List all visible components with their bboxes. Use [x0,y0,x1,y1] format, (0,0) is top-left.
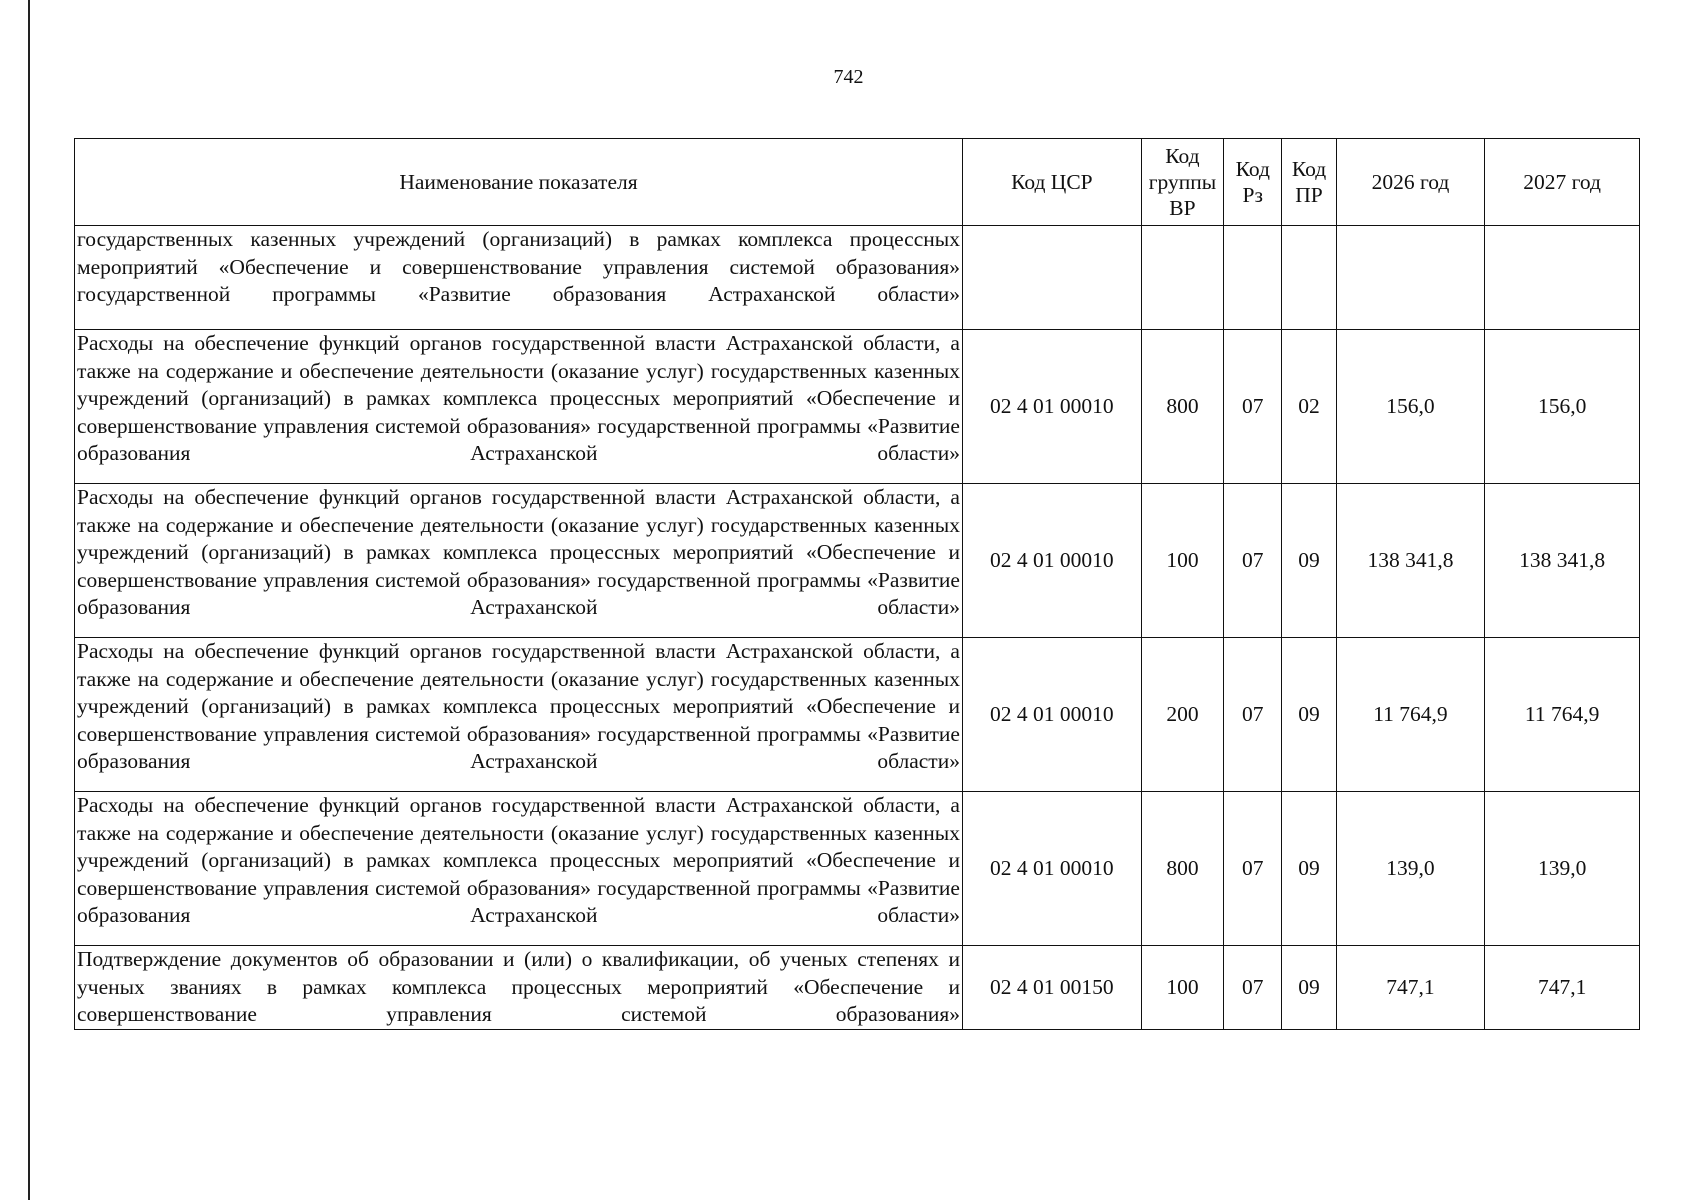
row-name-text: Расходы на обеспечение функций органов государственной власти Астраханской области, а также на содержание и обеспечение деятельности (оказание услуг) государственных казенных учреждений (организаций) в рамках комплекса процессных мероприятий «Обеспечение и совершенствование управления системой образования» государственной программы «Развитие образования Астраханской области» [77,485,960,619]
row-name-text: Расходы на обеспечение функций органов государственной власти Астраханской области, а также на содержание и обеспечение деятельности (оказание услуг) государственных казенных учреждений (организаций) в рамках комплекса процессных мероприятий «Обеспечение и совершенствование управления системой образования» государственной программы «Развитие образования Астраханской области» [77,331,960,465]
table-header-row [75,139,1640,226]
row-name-text: Подтверждение документов об образовании и (или) о квалификации, об ученых степенях и ученых званиях в рамках комплекса процессных мероприятий «Обеспечение и совершенствование управления системой образования» [77,947,960,1026]
table-row [75,946,1640,1030]
row-rz: 07 [1224,792,1282,946]
row-year-2026: 138 341,8 [1336,484,1485,638]
row-rz: 07 [1224,484,1282,638]
row-csr: 02 4 01 00010 [962,484,1141,638]
row-vr: 100 [1141,946,1223,1030]
row-year-2026: 747,1 [1336,946,1485,1030]
header-year-2027: 2027 год [1485,139,1640,226]
row-vr: 800 [1141,330,1223,484]
header-csr: Код ЦСР [962,139,1141,226]
row-pr: 09 [1282,638,1336,792]
row-name-text: государственных казенных учреждений (организаций) в рамках комплекса процессных мероприятий «Обеспечение и совершенствование управления системой образования» государственной программы «Развитие образования Астраханской области» [77,227,960,306]
row-vr: 800 [1141,792,1223,946]
row-year-2027: 11 764,9 [1485,638,1640,792]
row-pr [1282,226,1336,330]
row-year-2026 [1336,226,1485,330]
table-row [75,792,1640,946]
header-rz: Код Рз [1224,139,1282,226]
row-rz: 07 [1224,946,1282,1030]
row-name [75,792,963,946]
row-year-2026: 139,0 [1336,792,1485,946]
row-year-2026: 156,0 [1336,330,1485,484]
row-name [75,484,963,638]
row-year-2026: 11 764,9 [1336,638,1485,792]
row-pr: 02 [1282,330,1336,484]
header-year-2026: 2026 год [1336,139,1485,226]
header-vr: Код группы ВР [1141,139,1223,226]
row-year-2027: 747,1 [1485,946,1640,1030]
row-vr: 100 [1141,484,1223,638]
header-name: Наименование показателя [75,139,963,226]
page-number: 742 [833,66,864,88]
row-year-2027: 138 341,8 [1485,484,1640,638]
table-row [75,330,1640,484]
row-csr: 02 4 01 00010 [962,330,1141,484]
row-csr: 02 4 01 00010 [962,638,1141,792]
row-csr: 02 4 01 00150 [962,946,1141,1030]
row-vr [1141,226,1223,330]
row-year-2027: 139,0 [1485,792,1640,946]
row-pr: 09 [1282,484,1336,638]
row-vr: 200 [1141,638,1223,792]
row-rz [1224,226,1282,330]
row-year-2027 [1485,226,1640,330]
row-pr: 09 [1282,946,1336,1030]
row-csr [962,226,1141,330]
row-name-text: Расходы на обеспечение функций органов государственной власти Астраханской области, а также на содержание и обеспечение деятельности (оказание услуг) государственных казенных учреждений (организаций) в рамках комплекса процессных мероприятий «Обеспечение и совершенствование управления системой образования» государственной программы «Развитие образования Астраханской области» [77,639,960,773]
header-pr: Код ПР [1282,139,1336,226]
left-margin-rule [28,0,30,1200]
row-name [75,638,963,792]
row-rz: 07 [1224,330,1282,484]
table-row [75,226,1640,330]
table-row [75,484,1640,638]
row-name [75,226,963,330]
table-row [75,638,1640,792]
row-name [75,946,963,1030]
budget-table [74,138,1640,1030]
row-rz: 07 [1224,638,1282,792]
row-year-2027: 156,0 [1485,330,1640,484]
row-name-text: Расходы на обеспечение функций органов государственной власти Астраханской области, а также на содержание и обеспечение деятельности (оказание услуг) государственных казенных учреждений (организаций) в рамках комплекса процессных мероприятий «Обеспечение и совершенствование управления системой образования» государственной программы «Развитие образования Астраханской области» [77,793,960,927]
row-csr: 02 4 01 00010 [962,792,1141,946]
row-pr: 09 [1282,792,1336,946]
row-name [75,330,963,484]
